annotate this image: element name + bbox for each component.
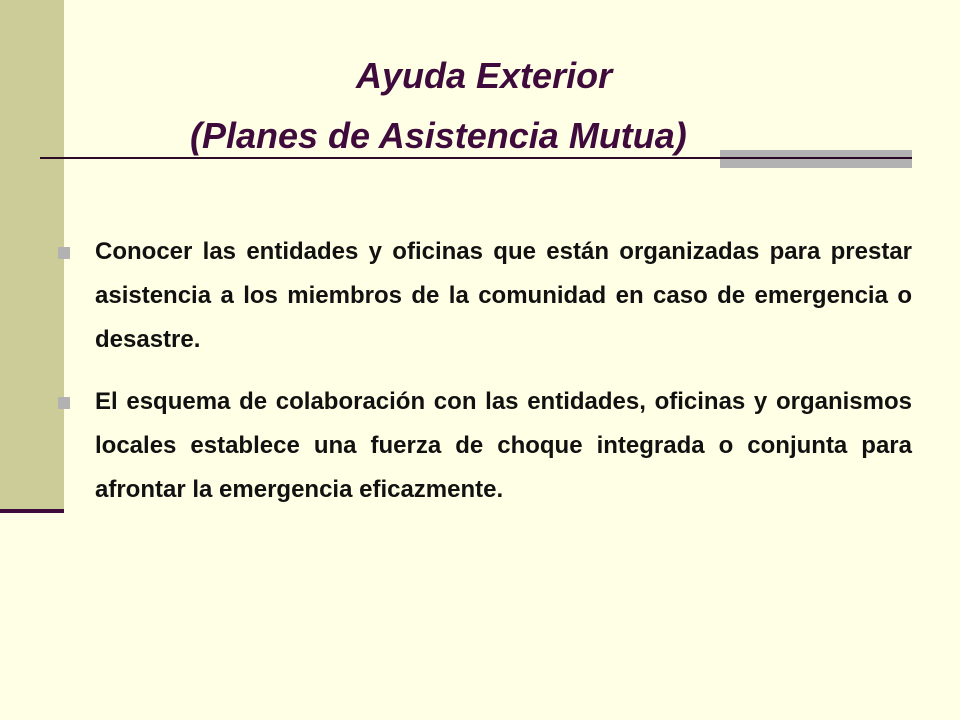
bullet-text: Conocer las entidades y oficinas que están organizadas para prestar asistencia a los miembros de la comunidad en caso de emergencia o desastre. <box>95 238 912 353</box>
square-bullet-icon <box>58 397 70 409</box>
square-bullet-icon <box>58 247 70 259</box>
bullet-item <box>58 230 912 362</box>
bullet-text: El esquema de colaboración con las entidades, oficinas y organismos locales establece una fuerza de choque integrada o conjunta para afrontar la emergencia eficazmente. <box>95 388 912 503</box>
bullet-list <box>58 230 912 530</box>
side-decorative-band <box>0 0 64 512</box>
side-accent-rule <box>0 509 64 513</box>
title-line-1: Ayuda Exterior <box>356 55 613 96</box>
bullet-item <box>58 380 912 512</box>
title-line-2: (Planes de Asistencia Mutua) <box>190 115 687 156</box>
slide-title <box>64 46 960 166</box>
title-underline-rule <box>40 157 912 159</box>
